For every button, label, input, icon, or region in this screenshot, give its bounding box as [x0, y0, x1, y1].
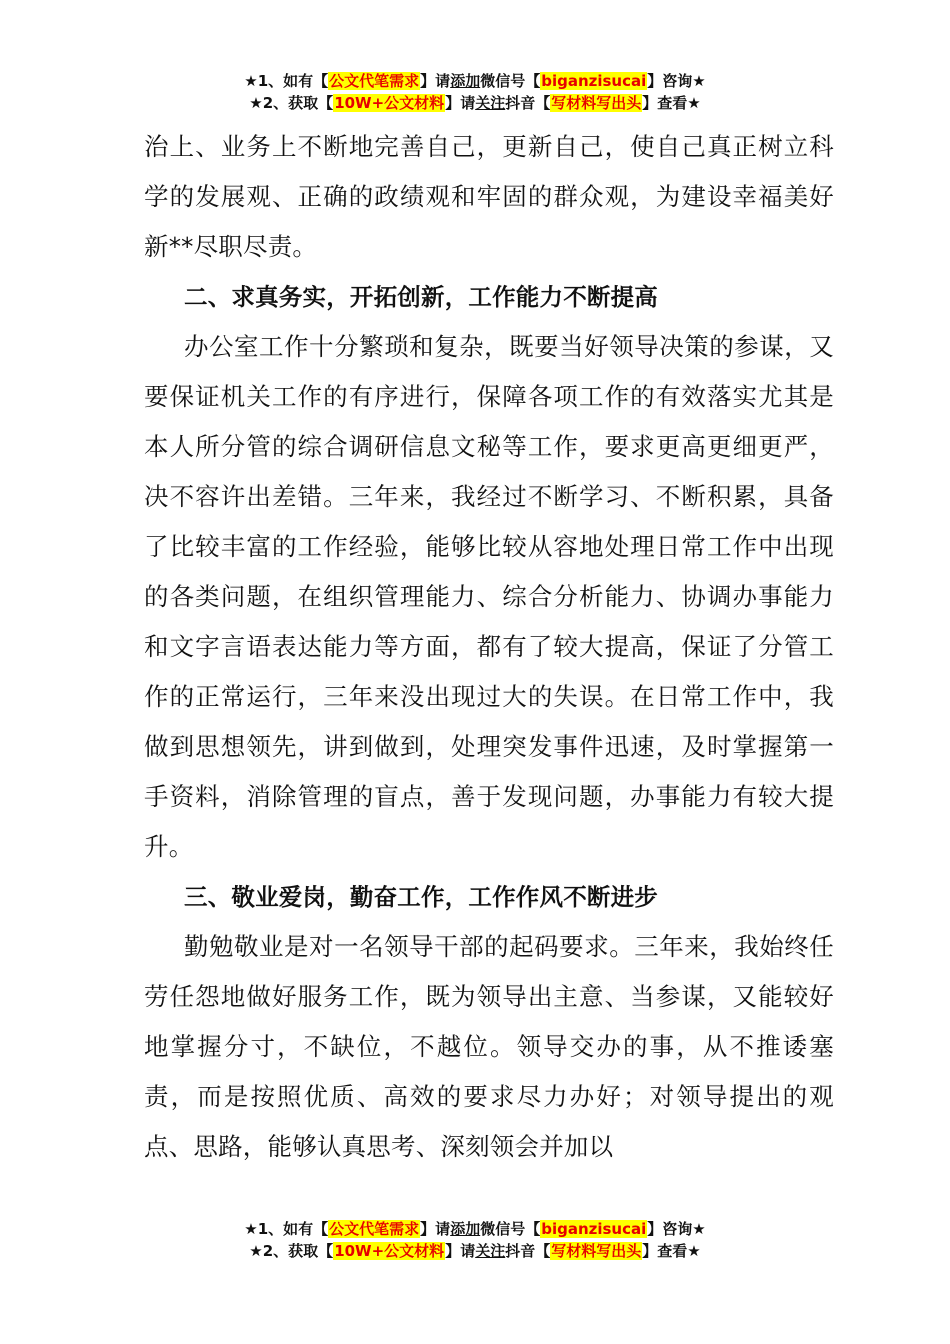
- banner-text: 抖音【: [505, 94, 551, 112]
- banner-text: 】请: [420, 1220, 451, 1238]
- banner-douyin-account: 写材料写出头: [551, 94, 642, 112]
- banner-line-1: [0, 70, 950, 92]
- footer-banner: [0, 1218, 950, 1262]
- banner-underlined-text: 添加: [450, 72, 481, 90]
- banner-line-1: [0, 1218, 950, 1240]
- banner-text: 微信号【: [480, 72, 541, 90]
- banner-underlined-text: 添加: [450, 1220, 481, 1238]
- banner-text: 】查看★: [642, 1242, 701, 1260]
- banner-text: 】查看★: [642, 94, 701, 112]
- banner-highlight: 10W+公文材料: [334, 1242, 445, 1260]
- banner-text: ★2、获取【: [249, 1242, 334, 1260]
- banner-line-2: [0, 92, 950, 114]
- banner-douyin-account: 写材料写出头: [551, 1242, 642, 1260]
- banner-text: 】咨询★: [647, 72, 706, 90]
- banner-underlined-text: 关注: [475, 1242, 506, 1260]
- banner-highlight: 10W+公文材料: [334, 94, 445, 112]
- banner-text: ★2、获取【: [249, 94, 334, 112]
- banner-underlined-text: 关注: [475, 94, 506, 112]
- banner-text: 】请: [445, 1242, 476, 1260]
- banner-line-2: [0, 1240, 950, 1262]
- banner-highlight: 公文代笔需求: [329, 1220, 420, 1238]
- section-heading-3: 三、敬业爱岗，勤奋工作，工作作风不断进步: [184, 883, 658, 911]
- header-banner: [0, 70, 950, 114]
- document-body: [144, 122, 834, 1172]
- banner-text: 抖音【: [505, 1242, 551, 1260]
- paragraph: 勤勉敬业是对一名领导干部的起码要求。三年来，我始终任劳任怨地做好服务工作，既为领导出主意、当参谋，又能较好地掌握分寸，不缺位，不越位。领导交办的事，从不推诿塞责，而是按照优质、高效的要求尽力办好；对领导提出的观点、思路，能够认真思考、深刻领会并加以: [144, 932, 834, 1161]
- banner-highlight: 公文代笔需求: [329, 72, 420, 90]
- banner-wechat-id: biganzisucai: [541, 1220, 647, 1238]
- banner-text: 微信号【: [480, 1220, 541, 1238]
- banner-text: ★1、如有【: [244, 72, 329, 90]
- banner-text: 】请: [420, 72, 451, 90]
- paragraph-continued: 治上、业务上不断地完善自己，更新自己，使自己真正树立科学的发展观、正确的政绩观和牢固的群众观，为建设幸福美好新**尽职尽责。: [144, 132, 834, 261]
- banner-wechat-id: biganzisucai: [541, 72, 647, 90]
- banner-text: ★1、如有【: [244, 1220, 329, 1238]
- banner-text: 】咨询★: [647, 1220, 706, 1238]
- section-heading-2: 二、求真务实，开拓创新，工作能力不断提高: [184, 283, 658, 311]
- banner-text: 】请: [445, 94, 476, 112]
- paragraph: 办公室工作十分繁琐和复杂，既要当好领导决策的参谋，又要保证机关工作的有序进行，保障各项工作的有效落实尤其是本人所分管的综合调研信息文秘等工作，要求更高更细更严，决不容许出差错。三年来，我经过不断学习、不断积累，具备了比较丰富的工作经验，能够比较从容地处理日常工作中出现的各类问题，在组织管理能力、综合分析能力、协调办事能力和文字言语表达能力等方面，都有了较大提高，保证了分管工作的正常运行，三年来没出现过大的失误。在日常工作中，我做到思想领先，讲到做到，处理突发事件迅速，及时掌握第一手资料，消除管理的盲点，善于发现问题，办事能力有较大提升。: [144, 332, 834, 861]
